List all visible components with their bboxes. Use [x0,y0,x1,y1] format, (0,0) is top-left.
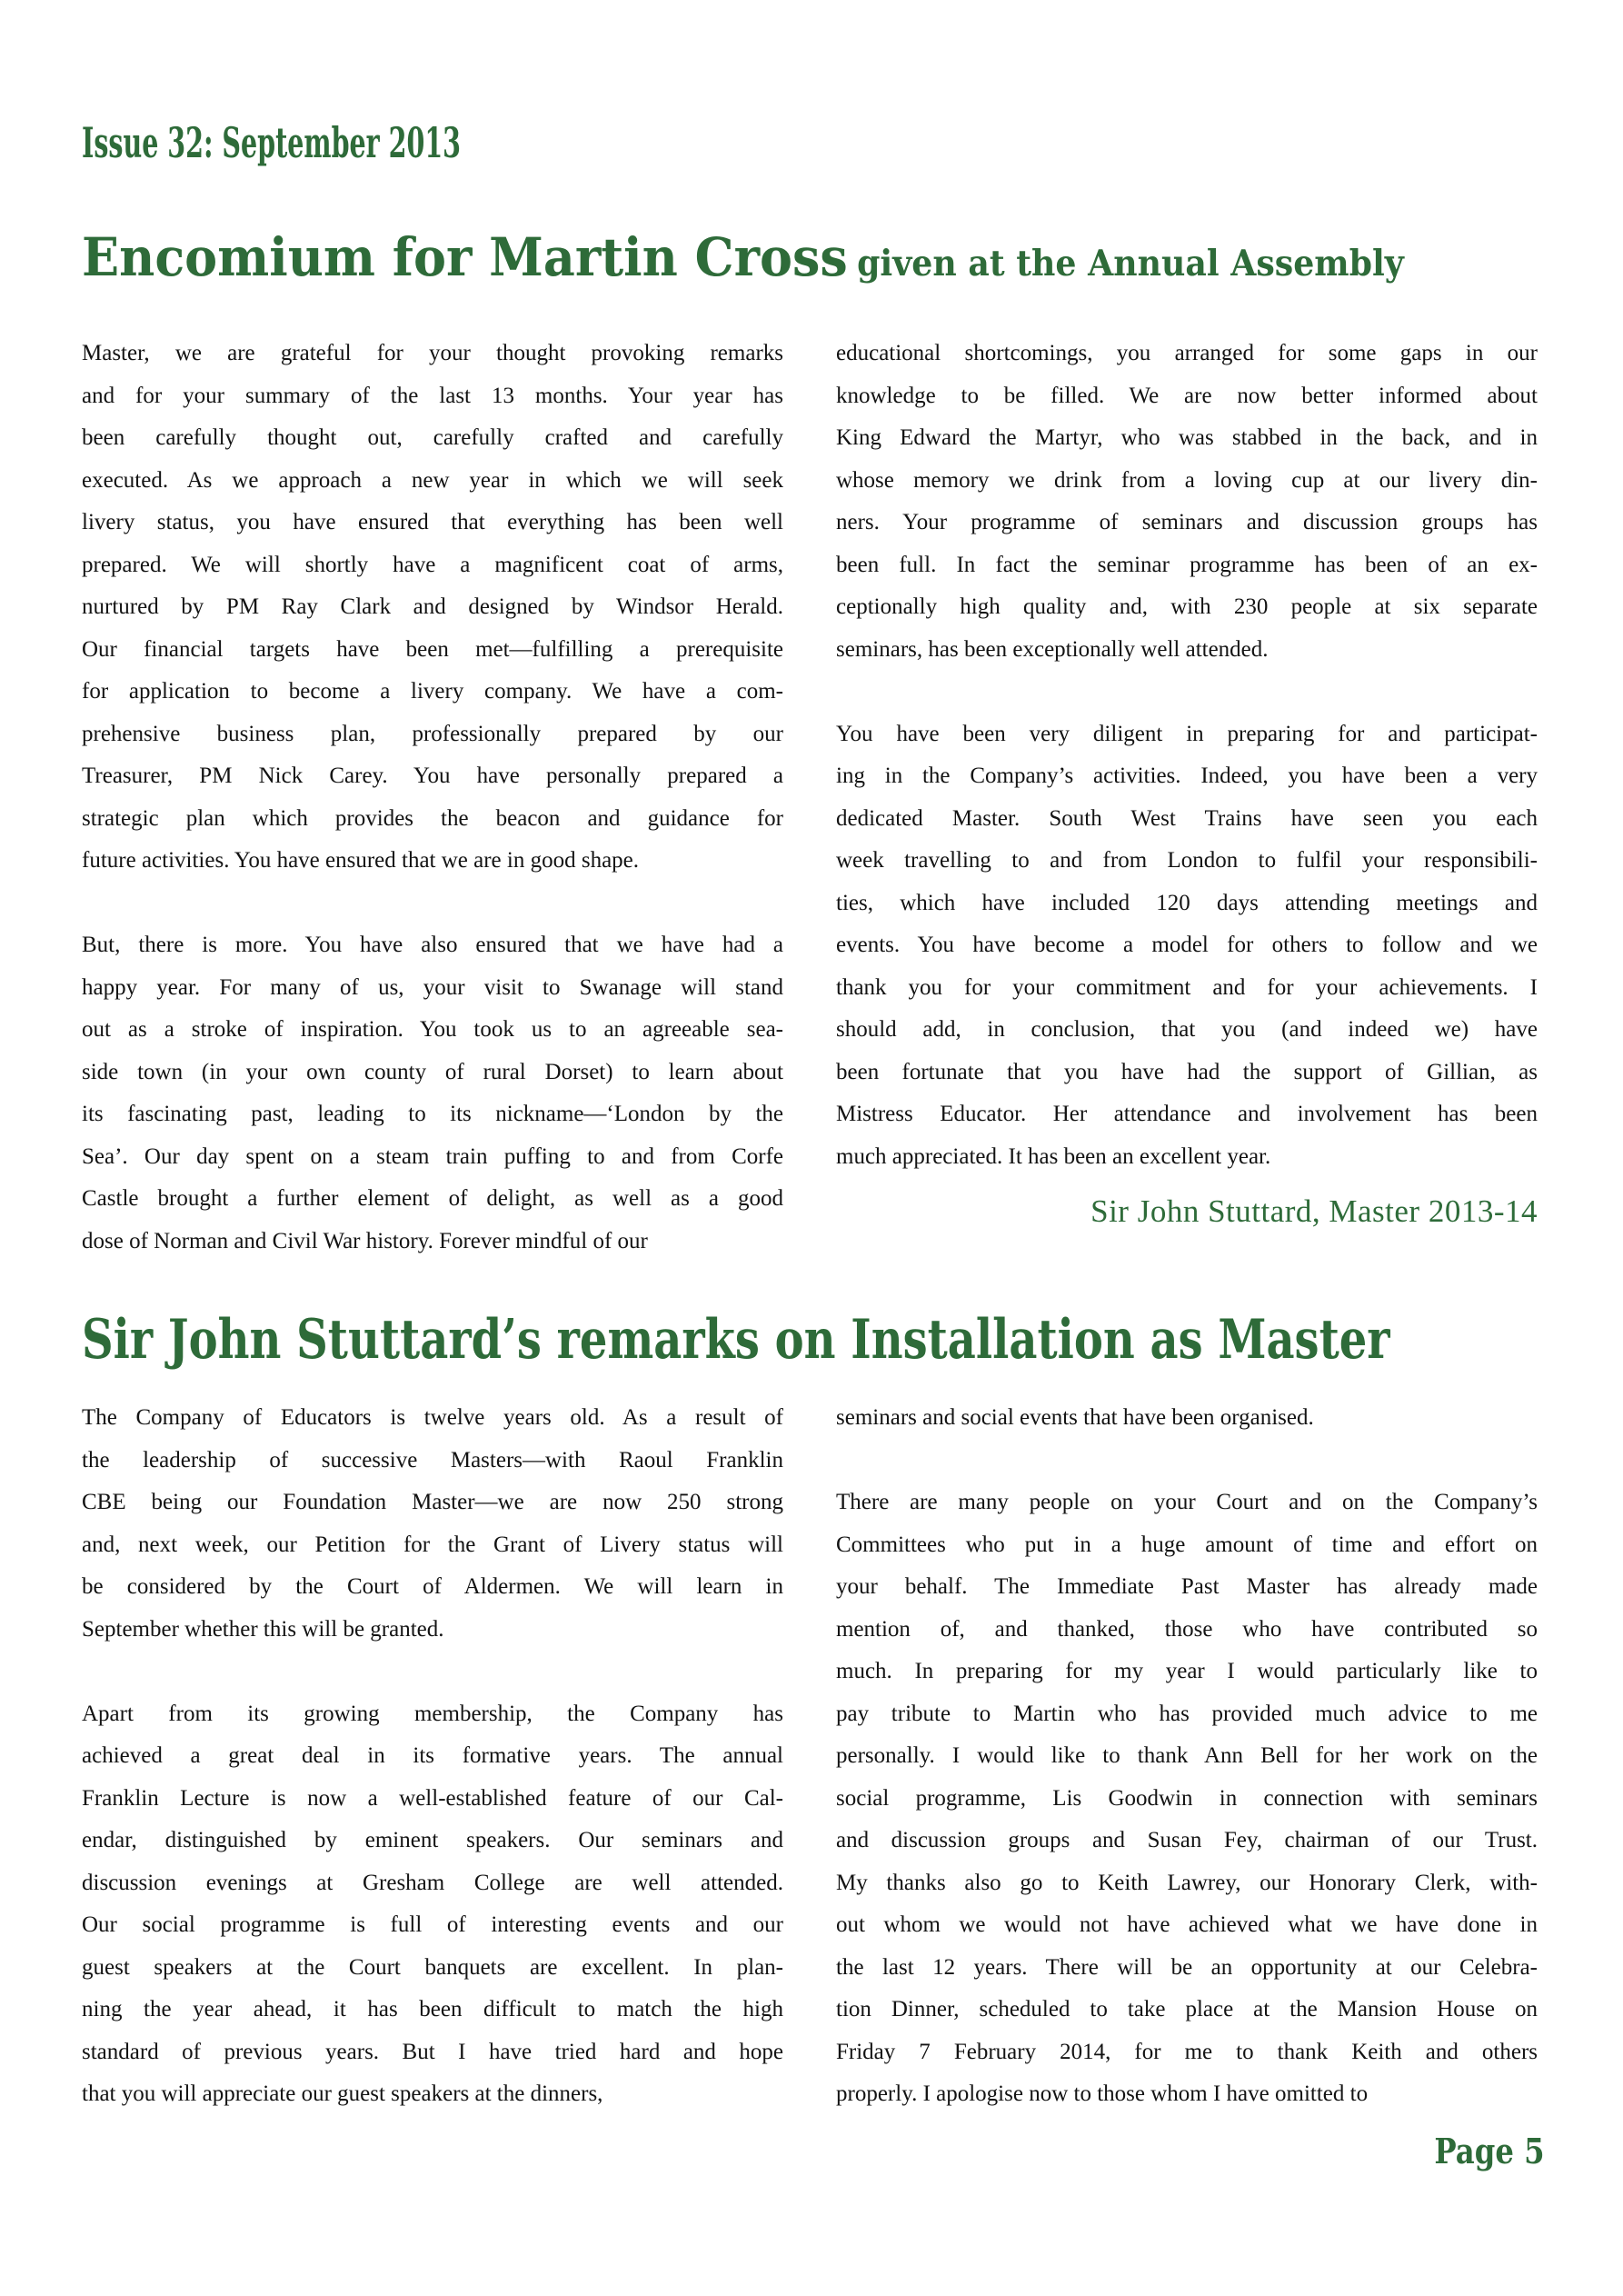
body-line: whose memory we drink from a loving cup at our livery din- [836,467,1538,493]
body-line: September whether this will be granted. [82,1616,444,1642]
article-2-column-2 [836,1397,1538,2116]
paragraph [82,1693,783,2116]
body-line: thank you for your commitment and for your achievements. I [836,974,1538,1000]
article-2-columns [82,1397,1538,2116]
body-line: ties, which have included 120 days attending meetings and [836,890,1538,915]
body-line: been carefully thought out, carefully crafted and carefully [82,425,783,450]
article-1-headline [82,226,1404,288]
body-line: the leadership of successive Masters—with Raoul Franklin [82,1447,783,1472]
body-line: out as a stroke of inspiration. You took us to an agreeable sea- [82,1017,783,1042]
body-line: Apart from its growing membership, the Company has [82,1701,783,1726]
body-line: prehensive business plan, professionally prepared by our [82,721,783,746]
body-line: Master, we are grateful for your thought provoking remarks [82,341,783,365]
body-line: There are many people on your Court and on the Company’s [836,1490,1538,1514]
body-line: ners. Your programme of seminars and discussion groups has [836,510,1538,534]
body-line: be considered by the Court of Aldermen. We will learn in [82,1574,783,1599]
body-line: dose of Norman and Civil War history. Forever mindful of our [82,1228,648,1253]
body-line: should add, in conclusion, that you (and indeed we) have [836,1017,1538,1042]
body-line: My thanks also go to Keith Lawrey, our Honorary Clerk, with- [836,1870,1538,1895]
body-line: been full. In fact the seminar programme has been of an ex- [836,552,1538,577]
body-line: much. In preparing for my year I would particularly like to [836,1659,1538,1683]
body-line: Friday 7 February 2014, for me to thank Keith and others [836,2039,1538,2064]
body-line: pay tribute to Martin who has provided much advice to me [836,1701,1538,1726]
body-line: seminars and social events that have been organised. [836,1405,1314,1430]
body-line: and discussion groups and Susan Fey, chairman of our Trust. [836,1828,1538,1852]
body-line: your behalf. The Immediate Past Master has already made [836,1574,1538,1599]
article-1-column-2 [836,333,1538,1263]
body-line: ing in the Company’s activities. Indeed, you have been a very [836,764,1538,788]
body-line: seminars, has been exceptionally well attended. [836,636,1269,662]
article-2-column-1 [82,1397,783,2116]
body-line: personally. I would like to thank Ann Bell for her work on the [836,1743,1538,1768]
body-line: But, there is more. You have also ensured that we have had a [82,933,783,957]
body-line: discussion evenings at Gresham College are well attended. [82,1870,783,1895]
article-1-signature: Sir John Stuttard, Master 2013-14 [1090,1193,1538,1229]
body-line: Treasurer, PM Nick Carey. You have personally prepared a [82,764,783,788]
body-line: Our social programme is full of interesting events and our [82,1912,783,1937]
body-line: been fortunate that you have had the support of Gillian, as [836,1059,1538,1084]
body-line: events. You have become a model for others to follow and we [836,933,1538,957]
body-line: out whom we would not have achieved what we have done in [836,1912,1538,1937]
body-line: its fascinating past, leading to its nickname—‘London by the [82,1102,783,1126]
body-line: Castle brought a further element of delight, as well as a good [82,1186,783,1211]
paragraph [836,1397,1538,1440]
body-line: Committees who put in a huge amount of time and effort on [836,1532,1538,1557]
issue-header: Issue 32: September 2013 [82,118,462,167]
body-line: Franklin Lecture is now a well-established feature of our Cal- [82,1785,783,1811]
article-1-title: Encomium for Martin Cross [82,226,848,288]
article-1-columns [82,333,1538,1263]
body-line: tion Dinner, scheduled to take place at the Mansion House on [836,1997,1538,2021]
body-line: week travelling to and from London to fulfil your responsibili- [836,848,1538,873]
body-line: standard of previous years. But I have tried hard and hope [82,2039,783,2064]
body-line: knowledge to be filled. We are now better informed about [836,383,1538,408]
body-line: Mistress Educator. Her attendance and involvement has been [836,1102,1538,1126]
body-line: properly. I apologise now to those whom I have omitted to [836,2081,1369,2106]
paragraph [82,1397,783,1651]
body-line: happy year. For many of us, your visit to Swanage will stand [82,974,783,1000]
body-line: The Company of Educators is twelve years old. As a result of [82,1405,783,1430]
paragraph [836,333,1538,671]
body-line: the last 12 years. There will be an opportunity at our Celebra- [836,1954,1538,1980]
paragraph [836,1482,1538,2116]
body-line: Sea’. Our day spent on a steam train puffing to and from Corfe [82,1143,783,1169]
body-line: guest speakers at the Court banquets are excellent. In plan- [82,1954,783,1980]
body-line: and, next week, our Petition for the Grant of Livery status will [82,1532,783,1557]
body-line: You have been very diligent in preparing for and participat- [836,721,1538,746]
body-line: that you will appreciate our guest speakers at the dinners, [82,2081,603,2106]
body-line: social programme, Lis Goodwin in connection with seminars [836,1785,1538,1811]
body-line: future activities. You have ensured that we are in good shape. [82,848,640,873]
body-line: livery status, you have ensured that everything has been well [82,510,783,534]
body-line: Our financial targets have been met—fulfilling a prerequisite [82,636,783,662]
body-line: ceptionally high quality and, with 230 people at six separate [836,594,1538,619]
body-line: mention of, and thanked, those who have contributed so [836,1616,1538,1642]
body-line: executed. As we approach a new year in which we will seek [82,467,783,493]
article-2-headline: Sir John Stuttard’s remarks on Installation as Master [82,1308,1390,1372]
body-line: King Edward the Martyr, who was stabbed in the back, and in [836,425,1538,450]
body-line: dedicated Master. South West Trains have seen you each [836,805,1538,831]
article-1-subtitle: given at the Annual Assembly [857,243,1404,285]
body-line: endar, distinguished by eminent speakers. Our seminars and [82,1828,783,1852]
body-line: achieved a great deal in its formative years. The annual [82,1743,783,1768]
body-line: prepared. We will shortly have a magnificent coat of arms, [82,552,783,577]
paragraph [82,924,783,1263]
body-line: and for your summary of the last 13 months. Your year has [82,383,783,408]
page-number: Page 5 [1434,2131,1545,2171]
body-line: CBE being our Foundation Master—we are now 250 strong [82,1490,783,1514]
body-line: educational shortcomings, you arranged for some gaps in our [836,341,1538,365]
body-line: for application to become a livery company. We have a com- [82,679,783,704]
body-line: side town (in your own county of rural Dorset) to learn about [82,1059,783,1084]
body-line: strategic plan which provides the beacon and guidance for [82,805,783,831]
body-line: much appreciated. It has been an excellent year. [836,1143,1271,1169]
paragraph [82,333,783,883]
paragraph [836,714,1538,1179]
body-line: nurtured by PM Ray Clark and designed by Windsor Herald. [82,594,783,619]
body-line: ning the year ahead, it has been difficult to match the high [82,1997,783,2021]
article-1-column-1 [82,333,783,1263]
